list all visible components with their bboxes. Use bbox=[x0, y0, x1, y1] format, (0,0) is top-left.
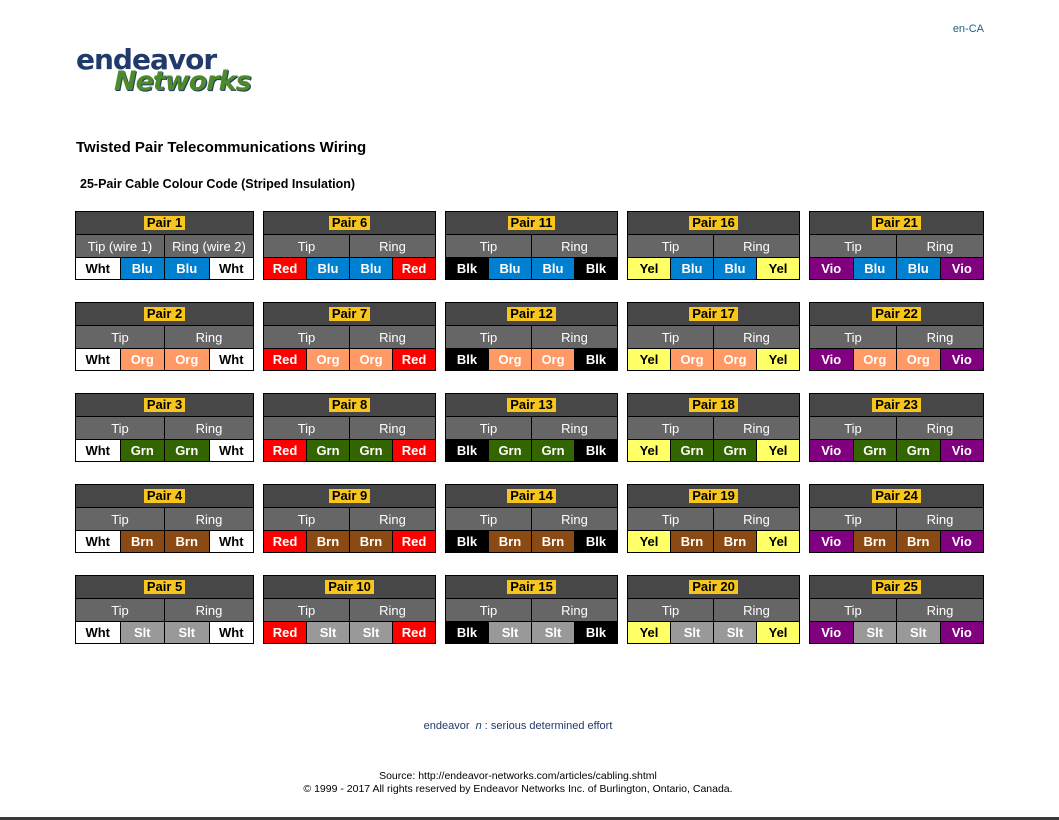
wire-color-cell: Slt bbox=[489, 622, 532, 644]
tip-label: Tip bbox=[76, 599, 165, 622]
wire-color-cell: Yel bbox=[628, 349, 671, 371]
copyright-line: © 1999 - 2017 All rights reserved by Endeavor Networks Inc. of Burlington, Ontario, Canada. bbox=[303, 783, 733, 795]
wire-color-cell: Red bbox=[264, 258, 307, 280]
wire-color-cell: Grn bbox=[165, 440, 210, 462]
pair-table bbox=[627, 484, 800, 553]
wire-color-cell: Brn bbox=[532, 531, 575, 553]
wire-color-cell: Blu bbox=[714, 258, 757, 280]
ring-label: Ring bbox=[165, 599, 254, 622]
pair-table bbox=[627, 575, 800, 644]
ring-label: Ring bbox=[532, 417, 618, 440]
pair-label: Pair 12 bbox=[507, 307, 556, 321]
ring-label: Ring bbox=[897, 599, 984, 622]
slogan bbox=[0, 720, 1036, 732]
wire-color-cell: Slt bbox=[350, 622, 393, 644]
ring-label: Ring bbox=[350, 599, 436, 622]
pair-table bbox=[263, 484, 436, 553]
wire-color-cell: Blu bbox=[671, 258, 714, 280]
pair-label: Pair 10 bbox=[325, 580, 374, 594]
pair-header bbox=[628, 212, 800, 235]
wire-color-cell: Brn bbox=[853, 531, 897, 553]
wire-color-cell: Wht bbox=[76, 349, 121, 371]
wire-color-cell: Blk bbox=[575, 349, 618, 371]
pair-header bbox=[810, 485, 984, 508]
wire-color-cell: Brn bbox=[350, 531, 393, 553]
wire-color-cell: Yel bbox=[757, 258, 800, 280]
tip-label: Tip bbox=[810, 417, 897, 440]
pair-table bbox=[263, 211, 436, 280]
pair-table bbox=[75, 575, 254, 644]
wire-color-cell: Brn bbox=[307, 531, 350, 553]
tip-label: Tip bbox=[628, 508, 714, 531]
wire-color-cell: Grn bbox=[897, 440, 941, 462]
ring-label: Ring bbox=[897, 235, 984, 258]
wire-color-cell: Brn bbox=[120, 531, 165, 553]
pair-label: Pair 21 bbox=[872, 216, 921, 230]
wire-color-cell: Vio bbox=[940, 531, 984, 553]
wire-color-cell: Blk bbox=[446, 440, 489, 462]
pair-label: Pair 13 bbox=[507, 398, 556, 412]
pair-header bbox=[76, 485, 254, 508]
tip-label: Tip bbox=[628, 417, 714, 440]
wire-color-cell: Yel bbox=[628, 258, 671, 280]
wire-color-cell: Grn bbox=[853, 440, 897, 462]
pair-header bbox=[446, 485, 618, 508]
ring-label: Ring bbox=[165, 508, 254, 531]
ring-label: Ring bbox=[714, 235, 800, 258]
tip-label: Tip bbox=[810, 599, 897, 622]
wire-color-cell: Wht bbox=[209, 622, 254, 644]
tip-label: Tip bbox=[76, 417, 165, 440]
pair-table bbox=[263, 575, 436, 644]
wire-color-cell: Slt bbox=[307, 622, 350, 644]
pair-header bbox=[76, 576, 254, 599]
pair-table bbox=[445, 211, 618, 280]
pair-label: Pair 5 bbox=[144, 580, 185, 594]
wire-color-cell: Yel bbox=[628, 531, 671, 553]
wire-color-cell: Grn bbox=[350, 440, 393, 462]
footer-source bbox=[0, 770, 1036, 796]
wire-color-cell: Yel bbox=[628, 622, 671, 644]
wire-color-cell: Org bbox=[307, 349, 350, 371]
wire-color-cell: Vio bbox=[810, 258, 854, 280]
wire-color-cell: Blu bbox=[120, 258, 165, 280]
tip-label: Tip bbox=[810, 235, 897, 258]
wire-color-cell: Brn bbox=[489, 531, 532, 553]
pair-table bbox=[809, 211, 984, 280]
pair-table bbox=[75, 393, 254, 462]
pair-label: Pair 6 bbox=[329, 216, 370, 230]
tip-label: Tip bbox=[264, 417, 350, 440]
pair-header bbox=[446, 212, 618, 235]
wire-color-cell: Grn bbox=[120, 440, 165, 462]
pair-header bbox=[628, 576, 800, 599]
wire-color-cell: Blk bbox=[446, 531, 489, 553]
ring-label: Ring bbox=[350, 508, 436, 531]
tip-label: Tip bbox=[810, 508, 897, 531]
pair-table bbox=[263, 393, 436, 462]
tip-label: Tip bbox=[264, 508, 350, 531]
pair-label: Pair 17 bbox=[689, 307, 738, 321]
wire-color-cell: Org bbox=[120, 349, 165, 371]
wire-color-cell: Vio bbox=[940, 258, 984, 280]
wire-color-cell: Grn bbox=[307, 440, 350, 462]
wire-color-cell: Blk bbox=[446, 258, 489, 280]
wire-color-cell: Slt bbox=[714, 622, 757, 644]
pair-label: Pair 8 bbox=[329, 398, 370, 412]
page-subtitle: 25-Pair Cable Colour Code (Striped Insulation) bbox=[80, 177, 356, 191]
wire-color-cell: Org bbox=[714, 349, 757, 371]
wire-color-cell: Yel bbox=[757, 622, 800, 644]
pair-table bbox=[75, 302, 254, 371]
wire-color-cell: Vio bbox=[810, 349, 854, 371]
wire-color-cell: Wht bbox=[76, 531, 121, 553]
pair-table bbox=[75, 484, 254, 553]
pair-table bbox=[445, 302, 618, 371]
pair-label: Pair 18 bbox=[689, 398, 738, 412]
tip-label: Tip bbox=[628, 326, 714, 349]
pair-table bbox=[809, 393, 984, 462]
wire-color-cell: Yel bbox=[757, 349, 800, 371]
tip-label: Tip bbox=[264, 235, 350, 258]
pair-table bbox=[809, 302, 984, 371]
pair-header bbox=[76, 212, 254, 235]
wire-color-cell: Wht bbox=[209, 258, 254, 280]
pair-table bbox=[809, 484, 984, 553]
pair-header bbox=[810, 303, 984, 326]
wire-color-cell: Wht bbox=[209, 349, 254, 371]
pair-label: Pair 25 bbox=[872, 580, 921, 594]
wire-color-cell: Blu bbox=[853, 258, 897, 280]
wire-color-cell: Yel bbox=[757, 440, 800, 462]
wire-color-cell: Vio bbox=[940, 622, 984, 644]
wire-color-cell: Red bbox=[264, 440, 307, 462]
wire-color-cell: Grn bbox=[714, 440, 757, 462]
pair-label: Pair 4 bbox=[144, 489, 185, 503]
wire-color-cell: Slt bbox=[165, 622, 210, 644]
wire-color-cell: Slt bbox=[671, 622, 714, 644]
wire-color-cell: Brn bbox=[714, 531, 757, 553]
wire-color-cell: Red bbox=[264, 531, 307, 553]
tip-label: Tip bbox=[264, 599, 350, 622]
wire-color-cell: Brn bbox=[897, 531, 941, 553]
tip-label: Tip bbox=[446, 508, 532, 531]
ring-label: Ring bbox=[714, 417, 800, 440]
wire-color-cell: Vio bbox=[810, 440, 854, 462]
pair-label: Pair 19 bbox=[689, 489, 738, 503]
pair-grid bbox=[75, 211, 984, 646]
wire-color-cell: Blu bbox=[489, 258, 532, 280]
wire-color-cell: Grn bbox=[489, 440, 532, 462]
ring-label: Ring bbox=[714, 508, 800, 531]
ring-label: Ring bbox=[714, 599, 800, 622]
pair-header bbox=[264, 394, 436, 417]
pair-label: Pair 3 bbox=[144, 398, 185, 412]
wire-color-cell: Org bbox=[165, 349, 210, 371]
slogan-part-of-speech: n bbox=[475, 720, 482, 732]
pair-table bbox=[75, 211, 254, 280]
pair-table bbox=[627, 211, 800, 280]
wire-color-cell: Blk bbox=[575, 258, 618, 280]
ring-label: Ring bbox=[350, 326, 436, 349]
tip-label: Tip (wire 1) bbox=[76, 235, 165, 258]
pair-header bbox=[76, 394, 254, 417]
wire-color-cell: Red bbox=[264, 622, 307, 644]
page-title: Twisted Pair Telecommunications Wiring bbox=[76, 139, 367, 156]
pair-label: Pair 1 bbox=[144, 216, 185, 230]
slogan-definition: : serious determined effort bbox=[484, 720, 613, 732]
pair-table bbox=[627, 393, 800, 462]
wire-color-cell: Slt bbox=[897, 622, 941, 644]
tip-label: Tip bbox=[264, 326, 350, 349]
wire-color-cell: Red bbox=[264, 349, 307, 371]
pair-header bbox=[810, 394, 984, 417]
pair-header bbox=[264, 485, 436, 508]
ring-label: Ring bbox=[897, 326, 984, 349]
pair-header bbox=[76, 303, 254, 326]
wire-color-cell: Blk bbox=[446, 622, 489, 644]
tip-label: Tip bbox=[810, 326, 897, 349]
pair-table bbox=[445, 484, 618, 553]
logo-word-endeavor: endeavor bbox=[76, 43, 217, 76]
pair-header bbox=[628, 303, 800, 326]
pair-label: Pair 15 bbox=[507, 580, 556, 594]
wire-color-cell: Red bbox=[393, 349, 436, 371]
pair-label: Pair 16 bbox=[689, 216, 738, 230]
pair-label: Pair 2 bbox=[144, 307, 185, 321]
tip-label: Tip bbox=[446, 235, 532, 258]
wire-color-cell: Grn bbox=[671, 440, 714, 462]
wire-color-cell: Blu bbox=[897, 258, 941, 280]
wire-color-cell: Blk bbox=[575, 440, 618, 462]
pair-header bbox=[628, 394, 800, 417]
wire-color-cell: Yel bbox=[628, 440, 671, 462]
pair-header bbox=[264, 303, 436, 326]
wire-color-cell: Grn bbox=[532, 440, 575, 462]
ring-label: Ring bbox=[897, 417, 984, 440]
tip-label: Tip bbox=[76, 326, 165, 349]
pair-header bbox=[810, 212, 984, 235]
ring-label: Ring bbox=[532, 326, 618, 349]
wire-color-cell: Org bbox=[671, 349, 714, 371]
pair-header bbox=[810, 576, 984, 599]
tip-label: Tip bbox=[446, 326, 532, 349]
wire-color-cell: Brn bbox=[671, 531, 714, 553]
wire-color-cell: Blu bbox=[532, 258, 575, 280]
wire-color-cell: Red bbox=[393, 440, 436, 462]
pair-table bbox=[263, 302, 436, 371]
logo-word-networks: Networks bbox=[114, 66, 251, 97]
wire-color-cell: Slt bbox=[120, 622, 165, 644]
ring-label: Ring bbox=[897, 508, 984, 531]
wire-color-cell: Org bbox=[489, 349, 532, 371]
pair-label: Pair 14 bbox=[507, 489, 556, 503]
pair-header bbox=[264, 576, 436, 599]
wire-color-cell: Slt bbox=[853, 622, 897, 644]
wire-color-cell: Red bbox=[393, 531, 436, 553]
wire-color-cell: Org bbox=[897, 349, 941, 371]
ring-label: Ring bbox=[350, 235, 436, 258]
wire-color-cell: Blu bbox=[165, 258, 210, 280]
pair-label: Pair 23 bbox=[872, 398, 921, 412]
tip-label: Tip bbox=[76, 508, 165, 531]
wire-color-cell: Red bbox=[393, 622, 436, 644]
wire-color-cell: Org bbox=[532, 349, 575, 371]
ring-label: Ring bbox=[532, 235, 618, 258]
pair-table bbox=[445, 575, 618, 644]
wire-color-cell: Vio bbox=[810, 622, 854, 644]
pair-label: Pair 7 bbox=[329, 307, 370, 321]
wire-color-cell: Blk bbox=[575, 622, 618, 644]
pair-table bbox=[809, 575, 984, 644]
wire-color-cell: Blu bbox=[307, 258, 350, 280]
wire-color-cell: Blk bbox=[575, 531, 618, 553]
wire-color-cell: Vio bbox=[940, 440, 984, 462]
tip-label: Tip bbox=[628, 235, 714, 258]
pair-header bbox=[628, 485, 800, 508]
ring-label: Ring bbox=[532, 599, 618, 622]
wire-color-cell: Vio bbox=[810, 531, 854, 553]
ring-label: Ring bbox=[165, 417, 254, 440]
wire-color-cell: Wht bbox=[76, 258, 121, 280]
pair-table bbox=[627, 302, 800, 371]
wire-color-cell: Wht bbox=[76, 440, 121, 462]
tip-label: Tip bbox=[628, 599, 714, 622]
pair-header bbox=[446, 394, 618, 417]
wire-color-cell: Wht bbox=[209, 531, 254, 553]
tip-label: Tip bbox=[446, 599, 532, 622]
locale-label: en-CA bbox=[952, 23, 984, 35]
pair-label: Pair 24 bbox=[872, 489, 921, 503]
source-line: Source: http://endeavor-networks.com/articles/cabling.shtml bbox=[379, 770, 657, 782]
wire-color-cell: Org bbox=[853, 349, 897, 371]
pair-label: Pair 22 bbox=[872, 307, 921, 321]
pair-table bbox=[445, 393, 618, 462]
ring-label: Ring (wire 2) bbox=[165, 235, 254, 258]
pair-header bbox=[446, 576, 618, 599]
wire-color-cell: Brn bbox=[165, 531, 210, 553]
ring-label: Ring bbox=[165, 326, 254, 349]
pair-label: Pair 9 bbox=[329, 489, 370, 503]
wire-color-cell: Vio bbox=[940, 349, 984, 371]
ring-label: Ring bbox=[350, 417, 436, 440]
ring-label: Ring bbox=[714, 326, 800, 349]
pair-header bbox=[446, 303, 618, 326]
slogan-word: endeavor bbox=[423, 720, 470, 732]
ring-label: Ring bbox=[532, 508, 618, 531]
pair-header bbox=[264, 212, 436, 235]
wire-color-cell: Wht bbox=[209, 440, 254, 462]
wire-color-cell: Red bbox=[393, 258, 436, 280]
wire-color-cell: Wht bbox=[76, 622, 121, 644]
tip-label: Tip bbox=[446, 417, 532, 440]
wire-color-cell: Org bbox=[350, 349, 393, 371]
pair-label: Pair 11 bbox=[508, 216, 556, 230]
wire-color-cell: Slt bbox=[532, 622, 575, 644]
wire-color-cell: Yel bbox=[757, 531, 800, 553]
pair-label: Pair 20 bbox=[689, 580, 738, 594]
wire-color-cell: Blk bbox=[446, 349, 489, 371]
wire-color-cell: Blu bbox=[350, 258, 393, 280]
endeavor-networks-logo[interactable] bbox=[76, 43, 251, 97]
